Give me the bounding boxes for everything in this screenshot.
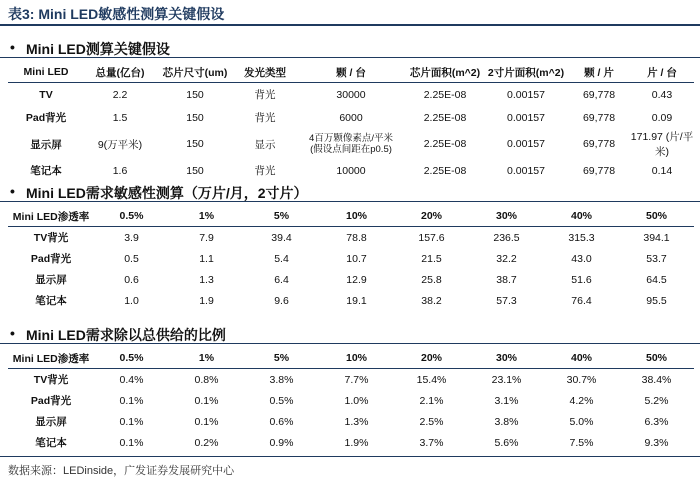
table-row [8, 369, 694, 391]
table-cell: 9.3% [644, 436, 669, 449]
table-row [8, 432, 694, 453]
table-cell: 1.0 [124, 294, 139, 307]
table-cell: 2.5% [419, 415, 444, 428]
table-cell: 1.5 [112, 111, 128, 124]
sensitivity-table [8, 206, 694, 311]
section-title: Mini LED需求敏感性测算（万片/月，2寸片） [26, 185, 308, 201]
column-header: 发光类型 [234, 62, 296, 83]
table-cell: 2.1% [419, 394, 444, 407]
table-cell: 背光 [254, 165, 276, 177]
section-ratio-header [0, 322, 700, 344]
row-label: TV背光 [33, 374, 69, 386]
row-label: Pad背光 [30, 253, 72, 265]
table-cell: 69,778 [582, 138, 616, 150]
column-header: 20% [394, 348, 469, 369]
column-header: 50% [619, 206, 694, 227]
table-cell: 0.1% [119, 394, 144, 407]
table-cell: 1.0% [344, 394, 369, 407]
footer-divider [0, 456, 700, 457]
section-assumptions-header [0, 36, 700, 58]
table-cell: 394.1 [643, 231, 670, 244]
table-cell: 2.2 [112, 88, 128, 101]
table-cell: 236.5 [493, 231, 520, 244]
table-cell: 0.1% [194, 415, 219, 428]
table-cell: 3.7% [419, 436, 444, 449]
table-row [8, 269, 694, 290]
table-cell: 0.6% [269, 415, 294, 428]
row-label: 笔记本 [30, 165, 62, 177]
table-cell: 2.25E-08 [423, 138, 467, 150]
table-cell: 0.00157 [507, 88, 545, 101]
table-cell: 0.1% [119, 436, 144, 449]
bullet-icon: • [10, 39, 15, 55]
column-header: 2寸片面积(m^2) [484, 62, 568, 83]
table-row [8, 390, 694, 411]
column-header: 颗 / 片 [568, 62, 630, 83]
table-cell: 0.00157 [507, 111, 545, 124]
table-cell: 7.9 [199, 231, 214, 244]
column-header: 总量(亿台) [84, 62, 156, 83]
table-cell: 157.6 [418, 231, 445, 244]
table-cell: 0.00157 [507, 164, 545, 177]
table-cell: 78.8 [346, 231, 367, 244]
table-cell: 150 [186, 111, 204, 124]
column-header: 片 / 台 [630, 62, 694, 83]
table-cell: 0.4% [119, 373, 144, 386]
table-cell: 43.0 [571, 252, 592, 265]
table-cell: 2.25E-08 [423, 164, 467, 177]
table-cell: 38.7 [496, 273, 517, 286]
table-cell: 0.2% [194, 436, 219, 449]
table-cell: 64.5 [646, 273, 667, 286]
table-cell: 5.6% [494, 436, 519, 449]
row-label: Pad背光 [25, 112, 67, 124]
table-cell: 3.8% [269, 373, 294, 386]
table-cell: 53.7 [646, 252, 667, 265]
table-cell: 51.6 [571, 273, 592, 286]
table-cell: 3.1% [494, 394, 519, 407]
table-cell: 10000 [336, 164, 366, 177]
table-cell: 10.7 [346, 252, 367, 265]
table-cell: 38.2 [421, 294, 442, 307]
table-cell: 76.4 [571, 294, 592, 307]
table-cell: 3.9 [124, 231, 139, 244]
table-cell: 9.6 [274, 294, 289, 307]
page-title: 表3: Mini LED敏感性测算关键假设 [8, 6, 225, 22]
table-row [8, 129, 694, 159]
table-cell: 315.3 [568, 231, 595, 244]
table-cell: 0.9% [269, 436, 294, 449]
column-header: 芯片面积(m^2) [406, 62, 484, 83]
section-title: Mini LED测算关键假设 [26, 41, 170, 57]
table-cell: 150 [186, 88, 204, 101]
table-cell: 6000 [339, 111, 363, 124]
table-cell: 1.3 [199, 273, 214, 286]
table-cell: 背光 [254, 89, 276, 101]
row-label: Pad背光 [30, 395, 72, 407]
table-cell: 3.8% [494, 415, 519, 428]
table-cell: 150 [186, 138, 204, 150]
column-header: 30% [469, 348, 544, 369]
column-header: 芯片尺寸(um) [156, 62, 234, 83]
table-cell: 4百万颗像素点/平米 (假设点间距在p0.5) [309, 133, 393, 155]
table-cell: 0.8% [194, 373, 219, 386]
table-cell: 30.7% [566, 373, 597, 386]
column-header: 1% [169, 206, 244, 227]
assumptions-table [8, 62, 694, 182]
table-row [8, 290, 694, 311]
table-cell: 0.5% [269, 394, 294, 407]
table-cell: 21.5 [421, 252, 442, 265]
table-cell: 171.97 (片/平米) [630, 131, 694, 158]
table-row [8, 106, 694, 129]
table-cell: 1.9 [199, 294, 214, 307]
table-cell: 38.4% [641, 373, 672, 386]
table-cell: 2.25E-08 [423, 88, 467, 101]
table-cell: 150 [186, 164, 204, 177]
table-cell: 19.1 [346, 294, 367, 307]
supply-ratio-table [8, 348, 694, 453]
table-cell: 5.0% [569, 415, 594, 428]
table-cell: 1.6 [112, 164, 128, 177]
column-header: Mini LED渗透率 [8, 348, 94, 369]
column-header: 10% [319, 206, 394, 227]
column-header: 20% [394, 206, 469, 227]
table-cell: 57.3 [496, 294, 517, 307]
row-label: 显示屏 [35, 274, 67, 286]
table-cell: 32.2 [496, 252, 517, 265]
table-cell: 1.1 [199, 252, 214, 265]
table-cell: 0.6 [124, 273, 139, 286]
table-cell: 0.09 [651, 111, 673, 124]
column-header: 30% [469, 206, 544, 227]
bullet-icon: • [10, 325, 15, 341]
table-cell: 69,778 [582, 164, 616, 177]
table-cell: 95.5 [646, 294, 667, 307]
table-cell: 6.4 [274, 273, 289, 286]
table-cell: 5.4 [274, 252, 289, 265]
source-note: 数据来源：LEDinside，广发证券发展研究中心 [8, 465, 235, 477]
row-label: 显示屏 [30, 138, 62, 151]
table-header-row [8, 62, 694, 83]
column-header: 0.5% [94, 206, 169, 227]
table-row [8, 248, 694, 269]
table-cell: 0.5 [124, 252, 139, 265]
column-header: 5% [244, 206, 319, 227]
table-cell: 39.4 [271, 231, 292, 244]
table-cell: 9(万平米) [97, 138, 143, 151]
column-header: 0.5% [94, 348, 169, 369]
table-header-row [8, 348, 694, 369]
section-sensitivity-header [0, 180, 700, 202]
table-cell: 背光 [254, 112, 276, 124]
table-row [8, 159, 694, 182]
table-row [8, 83, 694, 107]
table-cell: 0.14 [651, 164, 673, 177]
section-title: Mini LED需求除以总供给的比例 [26, 327, 226, 343]
column-header: 50% [619, 348, 694, 369]
column-header: Mini LED [8, 62, 84, 83]
table-header-row [8, 206, 694, 227]
table-cell: 69,778 [582, 111, 616, 124]
table-cell: 0.1% [194, 394, 219, 407]
row-label: TV背光 [33, 232, 69, 244]
row-label: 显示屏 [35, 416, 67, 428]
table-cell: 6.3% [644, 415, 669, 428]
table-cell: 0.1% [119, 415, 144, 428]
row-label: TV [39, 88, 53, 101]
column-header: 40% [544, 206, 619, 227]
table-cell: 30000 [336, 88, 366, 101]
table-cell: 0.00157 [507, 138, 545, 150]
table-cell: 12.9 [346, 273, 367, 286]
column-header: 10% [319, 348, 394, 369]
table-cell: 7.7% [344, 373, 369, 386]
column-header: 颗 / 台 [296, 62, 406, 83]
column-header: 5% [244, 348, 319, 369]
table-row [8, 227, 694, 249]
table-row [8, 411, 694, 432]
table-cell: 1.9% [344, 436, 369, 449]
row-label: 笔记本 [35, 437, 67, 449]
table-cell: 23.1% [491, 373, 522, 386]
bullet-icon: • [10, 183, 15, 199]
table-cell: 15.4% [416, 373, 447, 386]
column-header: 1% [169, 348, 244, 369]
table-cell: 1.3% [344, 415, 369, 428]
table-cell: 0.43 [651, 88, 673, 101]
table-cell: 4.2% [569, 394, 594, 407]
table-cell: 显示 [254, 138, 276, 151]
column-header: 40% [544, 348, 619, 369]
table-cell: 25.8 [421, 273, 442, 286]
table-cell: 5.2% [644, 394, 669, 407]
table-cell: 69,778 [582, 88, 616, 101]
column-header: Mini LED渗透率 [8, 206, 94, 227]
title-bar [0, 0, 700, 26]
table-cell: 7.5% [569, 436, 594, 449]
table-cell: 2.25E-08 [423, 111, 467, 124]
row-label: 笔记本 [35, 295, 67, 307]
